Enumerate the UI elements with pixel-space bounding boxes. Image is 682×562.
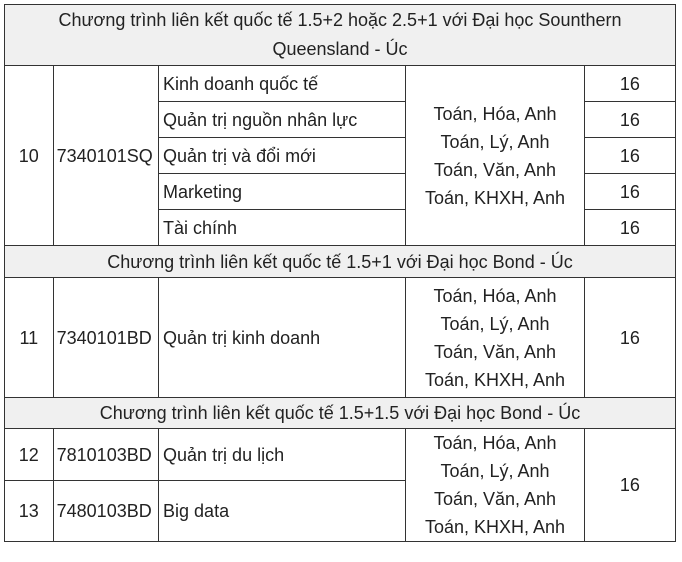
score-cell: 16 [584, 210, 675, 246]
section-header-row [5, 398, 676, 429]
combo-item: Toán, KHXH, Anh [424, 187, 566, 208]
combo-item: Toán, Hóa, Anh [433, 285, 557, 306]
combo-item: Toán, Văn, Anh [433, 341, 557, 362]
major-name-cell: Quản trị du lịch [159, 429, 406, 481]
score-cell: 16 [584, 174, 675, 210]
major-code-cell: 7340101BD [53, 278, 158, 398]
subject-combo-cell [406, 429, 584, 542]
combo-item: Toán, Lý, Anh [440, 461, 550, 481]
combo-item: Toán, Văn, Anh [433, 159, 557, 180]
stt-cell: 10 [5, 66, 54, 246]
subject-combo-cell [406, 278, 584, 398]
major-name-cell: Quản trị kinh doanh [159, 278, 406, 398]
combo-item: Toán, KHXH, Anh [424, 517, 566, 537]
score-cell: 16 [584, 429, 675, 542]
section-header-row [5, 5, 676, 66]
combo-item: Toán, Lý, Anh [440, 131, 550, 152]
combo-item: Toán, Hóa, Anh [433, 433, 557, 453]
major-name-cell: Marketing [159, 174, 406, 210]
table-row [5, 429, 676, 481]
combo-item: Toán, Hóa, Anh [433, 103, 557, 124]
combo-item: Toán, KHXH, Anh [424, 369, 566, 390]
major-name-cell: Quản trị nguồn nhân lực [159, 102, 406, 138]
major-name-cell: Big data [159, 481, 406, 542]
stt-cell: 13 [5, 481, 54, 542]
section-header [5, 5, 676, 66]
table-row [5, 278, 676, 398]
score-cell: 16 [584, 66, 675, 102]
section-header-row [5, 246, 676, 278]
score-cell: 16 [584, 138, 675, 174]
subject-combo-cell [406, 66, 584, 246]
score-cell: 16 [584, 102, 675, 138]
combo-item: Toán, Văn, Anh [433, 489, 557, 509]
stt-cell: 12 [5, 429, 54, 481]
combo-item: Toán, Lý, Anh [440, 313, 550, 334]
stt-cell: 11 [5, 278, 54, 398]
major-code-cell: 7480103BD [53, 481, 158, 542]
score-cell: 16 [584, 278, 675, 398]
section-header: Chương trình liên kết quốc tế 1.5+1 với Đại học Bond - Úc [5, 246, 676, 278]
major-code-cell: 7340101SQ [53, 66, 158, 246]
section-title-line1: Chương trình liên kết quốc tế 1.5+2 hoặc 2.5+1 với Đại học Sounthern [58, 10, 622, 30]
major-name-cell: Tài chính [159, 210, 406, 246]
section-title-line2: Queensland - Úc [272, 39, 408, 59]
section-header: Chương trình liên kết quốc tế 1.5+1.5 với Đại học Bond - Úc [5, 398, 676, 429]
major-code-cell: 7810103BD [53, 429, 158, 481]
admission-table [4, 4, 676, 542]
table-row [5, 66, 676, 102]
major-name-cell: Kinh doanh quốc tế [159, 66, 406, 102]
major-name-cell: Quản trị và đổi mới [159, 138, 406, 174]
